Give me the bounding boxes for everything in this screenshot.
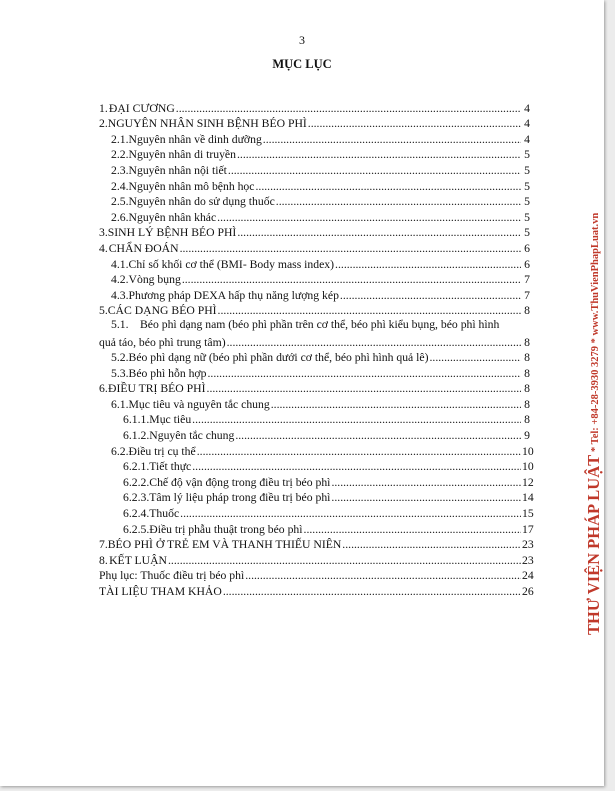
toc-leader-dots xyxy=(335,259,521,271)
toc-entry-page: 8 xyxy=(524,397,530,411)
toc-entry[interactable] xyxy=(99,177,530,193)
toc-entry-label: ĐIỀU TRỊ BÉO PHÌ xyxy=(108,382,206,396)
toc-entry[interactable] xyxy=(99,115,530,131)
toc-leader-dots xyxy=(176,103,521,115)
toc-entry[interactable] xyxy=(99,146,530,162)
toc-leader-dots xyxy=(228,165,521,177)
toc-leader-dots xyxy=(276,196,521,208)
toc-entry-page: 23 xyxy=(522,553,534,567)
toc-leader-dots xyxy=(263,134,521,146)
toc-entry-page: 26 xyxy=(522,585,534,598)
toc-entry[interactable] xyxy=(99,271,530,287)
toc-entry-number: 2.4. xyxy=(111,179,129,193)
toc-entry-page: 14 xyxy=(522,491,534,505)
toc-entry[interactable] xyxy=(99,426,530,442)
toc-leader-dots xyxy=(304,524,521,536)
toc-leader-dots xyxy=(245,570,521,582)
toc-entry-page: 8 xyxy=(524,304,530,318)
toc-entry-number: 5.1. xyxy=(111,318,129,332)
toc-entry-number: 1. xyxy=(99,101,108,115)
toc-entry-label: Mục tiêu xyxy=(149,413,192,427)
toc-leader-dots xyxy=(207,383,521,395)
toc-entry-label: CHẨN ĐOÁN xyxy=(108,241,179,255)
toc-leader-dots xyxy=(331,477,521,489)
toc-entry-number: 4.2. xyxy=(111,273,129,287)
toc-entry[interactable] xyxy=(99,99,530,115)
toc-entry-label: Chế độ vận động trong điều trị béo phì xyxy=(149,475,331,489)
toc-entry-page: 8 xyxy=(524,382,530,396)
toc-entry[interactable] xyxy=(99,130,530,146)
toc-entry-label: Tiết thực xyxy=(149,460,192,474)
toc-entry-page: 5 xyxy=(524,226,530,240)
toc-entry-number: 6.2.4. xyxy=(123,507,150,521)
toc-entry-number: 3. xyxy=(99,226,108,240)
toc-entry-page: 4 xyxy=(524,117,530,131)
toc-entry[interactable] xyxy=(99,536,534,552)
toc-entry-label: Chỉ số khối cơ thể (BMI- Body mass index) xyxy=(128,257,335,271)
toc-entry-number: 2.2. xyxy=(111,148,129,162)
toc-leader-dots xyxy=(237,149,521,161)
toc-entry[interactable] xyxy=(99,395,530,411)
toc-leader-dots xyxy=(308,118,521,130)
toc-entry-line xyxy=(111,317,530,333)
toc-leader-dots xyxy=(192,414,521,426)
table-of-contents xyxy=(99,99,534,598)
watermark-brand: THƯ VIỆN PHÁP LUẬT xyxy=(584,454,603,635)
toc-entry-number: 2. xyxy=(99,117,108,131)
toc-entry-label: Vòng bụng xyxy=(128,273,181,287)
toc-entry-number: 5.3. xyxy=(111,366,129,380)
toc-entry-page: 8 xyxy=(524,413,530,427)
toc-entry[interactable] xyxy=(99,458,534,474)
toc-entry-label: ĐẠI CƯƠNG xyxy=(108,101,175,115)
toc-entry-label: Nguyên nhân nội tiết xyxy=(128,163,227,177)
toc-entry-page: 17 xyxy=(522,522,534,536)
toc-entry[interactable] xyxy=(99,349,530,365)
toc-entry-label: Nguyên nhân khác xyxy=(128,210,217,224)
toc-entry-label: Nguyên nhân do sử dụng thuốc xyxy=(128,195,275,209)
toc-entry[interactable] xyxy=(99,364,530,380)
toc-entry-number: 5.2. xyxy=(111,351,129,365)
toc-leader-dots xyxy=(197,446,521,458)
toc-entry[interactable] xyxy=(99,442,534,458)
toc-entry-label: SINH LÝ BỆNH BÉO PHÌ xyxy=(107,226,237,240)
toc-entry-number: 2.6. xyxy=(111,210,129,224)
page-number: 3 xyxy=(299,33,305,47)
toc-entry-label: Nguyên tắc chung xyxy=(149,429,235,443)
toc-entry[interactable] xyxy=(99,567,534,583)
toc-entry[interactable] xyxy=(99,317,530,348)
toc-entry[interactable] xyxy=(99,161,530,177)
toc-leader-dots xyxy=(342,539,521,551)
watermark-contact: * Tel: +84-28-3930 3279 * www.ThuVienPhapLuat.vn xyxy=(590,212,601,452)
toc-leader-dots xyxy=(237,227,521,239)
toc-leader-dots xyxy=(340,290,521,302)
toc-entry[interactable] xyxy=(99,193,530,209)
toc-entry-page: 8 xyxy=(524,366,530,380)
toc-leader-dots xyxy=(235,430,521,442)
toc-entry-page: 7 xyxy=(524,288,530,302)
toc-entry-number: 7. xyxy=(99,538,108,552)
toc-entry-label: Béo phì dạng nam (béo phì phần trên cơ thể, béo phì kiểu bụng, béo phì hình xyxy=(140,318,500,332)
toc-entry[interactable] xyxy=(99,239,530,255)
toc-entry-number: 6.2.3. xyxy=(123,491,150,505)
toc-entry[interactable] xyxy=(99,504,534,521)
toc-entry[interactable] xyxy=(99,582,534,598)
toc-entry-page: 5 xyxy=(524,210,530,224)
toc-entry-page: 6 xyxy=(524,257,530,271)
toc-entry-page: 8 xyxy=(524,351,530,365)
toc-entry[interactable] xyxy=(99,411,530,427)
toc-leader-dots xyxy=(168,555,521,567)
toc-entry-label: Điều trị phẫu thuật trong béo phì xyxy=(149,522,303,536)
toc-leader-dots xyxy=(218,305,521,317)
toc-entry-number: 2.1. xyxy=(111,132,129,146)
toc-leader-dots xyxy=(331,492,521,504)
toc-entry-label: Nguyên nhân mô bệnh học xyxy=(128,179,255,193)
toc-leader-dots xyxy=(180,508,521,520)
toc-leader-dots xyxy=(255,181,521,193)
toc-entry[interactable] xyxy=(99,520,534,536)
toc-entry-label: NGUYÊN NHÂN SINH BỆNH BÉO PHÌ xyxy=(107,117,307,131)
toc-entry-page: 9 xyxy=(524,429,530,443)
toc-entry-number: 6.1. xyxy=(111,397,129,411)
toc-entry-page: 24 xyxy=(522,569,534,583)
toc-leader-dots xyxy=(223,586,521,598)
toc-entry-page: 10 xyxy=(522,460,534,474)
toc-leader-dots xyxy=(217,212,521,224)
toc-entry-page: 8 xyxy=(524,335,530,349)
toc-leader-dots xyxy=(429,352,521,364)
toc-leader-dots xyxy=(192,461,521,473)
toc-entry-label: Thuốc xyxy=(149,507,180,521)
toc-entry-label: KẾT LUẬN xyxy=(109,553,167,567)
toc-entry-label: Mục tiêu và nguyên tắc chung xyxy=(128,397,270,411)
toc-entry[interactable] xyxy=(99,380,530,396)
toc-entry-label: Béo phì dạng nữ (béo phì phần dưới cơ thể, béo phì hình quả lê) xyxy=(128,351,429,365)
toc-entry[interactable] xyxy=(99,286,530,302)
toc-entry-page: 23 xyxy=(522,538,534,552)
toc-entry-page: 5 xyxy=(524,148,530,162)
toc-entry[interactable] xyxy=(99,551,534,567)
toc-entry-line xyxy=(99,333,530,349)
toc-leader-dots xyxy=(207,368,521,380)
toc-entry-label: CÁC DẠNG BÉO PHÌ xyxy=(107,304,217,318)
toc-entry-page: 5 xyxy=(524,195,530,209)
toc-entry[interactable] xyxy=(99,208,530,224)
toc-leader-dots xyxy=(227,337,521,349)
toc-entry-page: 5 xyxy=(524,179,530,193)
toc-entry-page: 12 xyxy=(522,475,534,489)
toc-entry-label: BÉO PHÌ Ở TRẺ EM VÀ THANH THIẾU NIÊN xyxy=(107,538,342,552)
toc-entry-number: 6.1.2. xyxy=(123,429,150,443)
toc-entry[interactable] xyxy=(99,255,530,271)
toc-entry-number: 8. xyxy=(99,553,108,567)
toc-entry-label: Nguyên nhân về dinh dưỡng xyxy=(128,132,262,146)
toc-entry-number: 6.2.2. xyxy=(123,475,150,489)
toc-entry[interactable] xyxy=(99,302,530,318)
toc-entry-number: 6.1.1. xyxy=(123,413,150,427)
toc-leader-dots xyxy=(180,243,521,255)
toc-entry-number: 2.3. xyxy=(111,163,129,177)
toc-entry-label: Điều trị cụ thể xyxy=(128,444,196,458)
toc-entry-page: 6 xyxy=(524,241,530,255)
toc-entry-label: quả táo, béo phì trung tâm) xyxy=(99,335,226,349)
toc-entry-page: 4 xyxy=(524,101,530,115)
toc-entry-number: 4.1. xyxy=(111,257,129,271)
toc-entry-label: Nguyên nhân di truyền xyxy=(128,148,236,162)
watermark xyxy=(584,85,606,635)
toc-entry-number: 6. xyxy=(99,382,108,396)
toc-entry-number: 4.3. xyxy=(111,288,129,302)
toc-entry-page: 5 xyxy=(524,163,530,177)
toc-entry-number: 5. xyxy=(99,304,108,318)
toc-entry-label: Phương pháp DEXA hấp thụ năng lượng kép xyxy=(128,288,339,302)
toc-leader-dots xyxy=(182,274,521,286)
toc-entry-page: 10 xyxy=(522,444,534,458)
toc-entry-number: 6.2.1. xyxy=(123,460,150,474)
toc-entry-page: 4 xyxy=(524,132,530,146)
toc-entry-number: 6.2. xyxy=(111,444,129,458)
toc-entry-page: 15 xyxy=(522,507,534,521)
toc-entry-label: Béo phì hỗn hợp xyxy=(128,366,207,380)
toc-entry-page: 7 xyxy=(524,273,530,287)
toc-entry-number: 4. xyxy=(99,241,108,255)
toc-entry[interactable] xyxy=(99,489,534,505)
toc-entry-number: 2.5. xyxy=(111,195,129,209)
toc-title: MỤC LỤC xyxy=(272,57,332,71)
toc-entry-label: Phụ lục: Thuốc điều trị béo phì xyxy=(99,569,245,583)
toc-entry-number: 6.2.5. xyxy=(123,522,150,536)
toc-entry[interactable] xyxy=(99,224,530,240)
toc-entry[interactable] xyxy=(99,473,534,489)
toc-entry-label: TÀI LIỆU THAM KHẢO xyxy=(99,585,222,598)
toc-entry-label: Tâm lý liệu pháp trong điều trị béo phì xyxy=(149,491,331,505)
toc-leader-dots xyxy=(271,399,521,411)
